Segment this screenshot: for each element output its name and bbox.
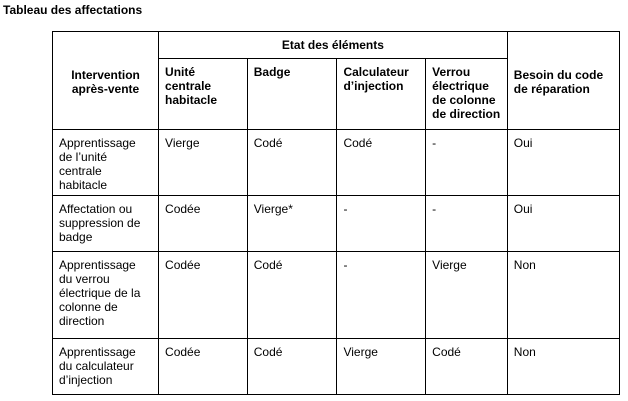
- header-besoin: Besoin du code de réparation: [507, 32, 619, 130]
- cell-besoin: Oui: [507, 130, 619, 196]
- assignment-table: [52, 31, 620, 395]
- header-etat-group: Etat des éléments: [159, 32, 508, 59]
- document-title: Tableau des affectations: [3, 3, 143, 17]
- header-verrou: Verrou électrique de colonne de direction: [426, 59, 508, 130]
- cell-verrou: -: [426, 130, 508, 196]
- cell-calculateur: -: [337, 252, 426, 339]
- header-calculateur: Calculateur d’injection: [337, 59, 426, 130]
- table-row: [53, 196, 620, 252]
- cell-intervention: Affectation ou suppression de badge: [53, 196, 159, 252]
- table-row: [53, 339, 620, 395]
- cell-calculateur: Vierge: [337, 339, 426, 395]
- header-uch: Unité centrale habitacle: [159, 59, 248, 130]
- header-intervention: Intervention après-vente: [53, 32, 159, 130]
- cell-verrou: Codé: [426, 339, 508, 395]
- cell-uch: Codée: [159, 196, 248, 252]
- table-header-row: [53, 32, 620, 59]
- cell-besoin: Non: [507, 252, 619, 339]
- cell-badge: Codé: [247, 252, 337, 339]
- cell-badge: Codé: [247, 130, 337, 196]
- cell-intervention: Apprentissage du verrou électrique de la colonne de direction: [53, 252, 159, 339]
- cell-uch: Codée: [159, 252, 248, 339]
- cell-calculateur: Codé: [337, 130, 426, 196]
- cell-badge: Codé: [247, 339, 337, 395]
- cell-intervention: Apprentissage de l’unité centrale habitacle: [53, 130, 159, 196]
- cell-besoin: Non: [507, 339, 619, 395]
- cell-uch: Vierge: [159, 130, 248, 196]
- cell-verrou: -: [426, 196, 508, 252]
- cell-uch: Codée: [159, 339, 248, 395]
- cell-verrou: Vierge: [426, 252, 508, 339]
- header-badge: Badge: [247, 59, 337, 130]
- cell-badge: Vierge*: [247, 196, 337, 252]
- cell-calculateur: -: [337, 196, 426, 252]
- cell-intervention: Apprentissage du calculateur d’injection: [53, 339, 159, 395]
- cell-besoin: Oui: [507, 196, 619, 252]
- table-row: [53, 130, 620, 196]
- table-row: [53, 252, 620, 339]
